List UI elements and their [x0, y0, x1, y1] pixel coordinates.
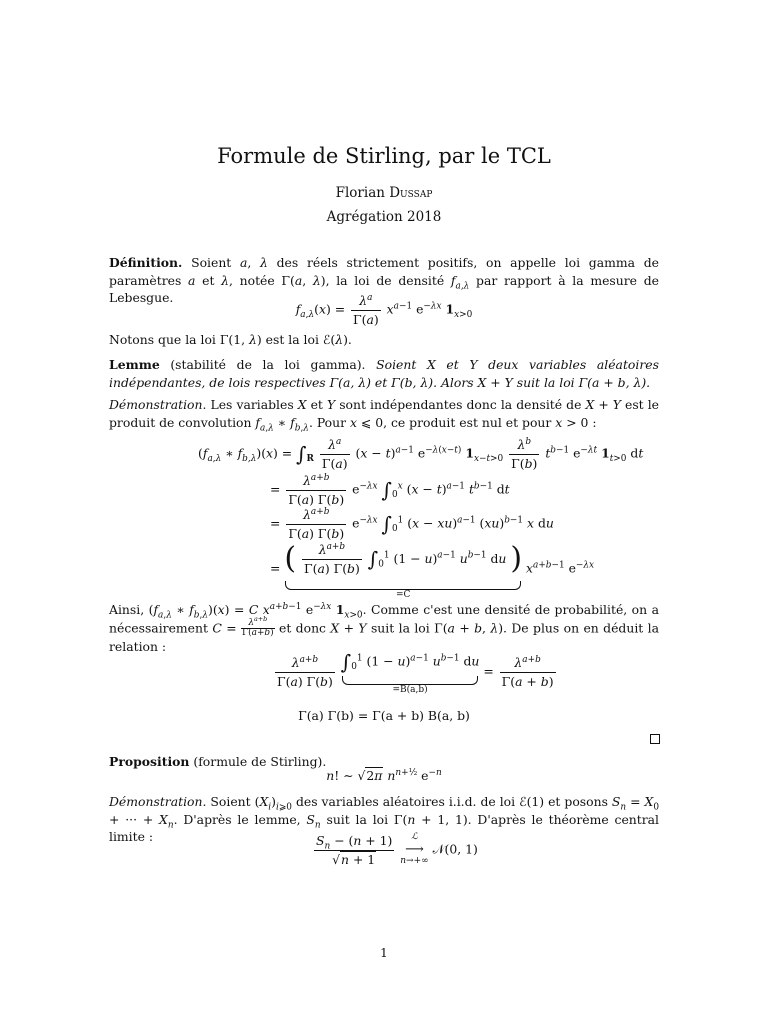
qed-square: [650, 734, 660, 744]
lemma-paragraph: Lemme (stabilité de la loi gamma). Soient X et Y deux variables aléatoires indépendantes, de lois respectives Γ(a, λ) et Γ(b, λ). Alors X + Y suit la loi Γ(a + b, λ).: [109, 357, 659, 390]
constant-c-brace: ( $\frac{\lambda^{a+b}}{\Gamma(a) \Gamma(b)}$ $\int_0^1$ $(1 - u)^{a-1}$ $u^{b-1}$ du ) =C: [284, 541, 523, 600]
underbrace: [285, 581, 521, 590]
definition-paragraph: Définition. Soient a, λ des réels strictement positifs, on appelle loi gamma de paramètres a et λ, notée Γ(a, λ), la loi de densité $f_{a,\lambda}$ par rapport à la mesure de Lebesgue.: [109, 255, 659, 306]
definition-note: Notons que la loi Γ(1, λ) est la loi ℰ(λ).: [109, 332, 352, 347]
gamma-beta-relation: Γ(a) Γ(b) = Γ(a + b) B(a, b): [298, 708, 470, 723]
stirling-formula: n! ∼ √2π $n^{n+\frac{1}{2}}$ $e^{-n}$: [326, 767, 442, 783]
beta-relation-equation: $\frac{\lambda^{a+b}}{\Gamma(a) \Gamma(b)}$ $\int_0^1$ $(1 - u)^{a-1}$ $u^{b-1}$ du =B(a,b) = $\frac{\lambda^{a+b}}{\Gamma(a + b)}$: [277, 650, 554, 696]
clt-equation: $\frac{S_n - (n + 1)}{√n + 1}$ ℒ ⟶ n→+∞ 𝒩(0, 1): [316, 832, 478, 867]
convolution-line-1: ($f_{a,\lambda}$ ∗ $f_{b,\lambda})(x) = \int_R$ $\frac{\lambda^a}{\Gamma(a)}$ $(x - t)^{a-1}$ $e^{-\lambda(x-t)}$ $1_{x-t>0}$ $\frac{\lambda^b}{\Gamma(b)}$ $t^{b-1}$ $e^{-\lambda t}$ $1_{t>0}$ dt: [198, 436, 644, 471]
proof-label: Démonstration.: [109, 397, 207, 412]
proof-stirling-paragraph: Démonstration. Soient $(X_i)_{i⩾0}$ des variables aléatoires i.i.d. de loi ℰ(1) et posons $S_n = X_0$ + ··· + $X_n$. D'après le lemme, $S_n$ suit la loi Γ(n + 1, 1). D'après le théorème central limite :: [109, 794, 660, 845]
page-number: 1: [380, 946, 388, 960]
convergence-arrow: ℒ ⟶ n→+∞: [400, 832, 429, 867]
definition-label: Définition.: [109, 255, 183, 270]
document-title: Formule de Stirling, par le TCL: [217, 144, 551, 168]
proposition-label: Proposition: [109, 754, 190, 769]
convolution-line-4: = ( $\frac{\lambda^{a+b}}{\Gamma(a) \Gamma(b)}$ $\int_0^1$ $(1 - u)^{a-1}$ $u^{b-1}$ du ) =C $x^{a+b-1}$ $e^{-\lambda x}$: [270, 538, 594, 600]
convolution-line-3: = $\frac{\lambda^{a+b}}{\Gamma(a) \Gamma(b)}$ $e^{-\lambda x}$ $\int_0^1$ (x − xu)$^{a-1}$ (xu)$^{b-1}$ x du: [270, 506, 554, 541]
conclusion-paragraph: Ainsi, ($f_{a,\lambda}$ ∗ $f_{b,\lambda})(x) = C$ $x^{a+b-1}$ $e^{-\lambda x}$ $1_{x>0}$. Comme c'est une densité de probabilité, on a nécessairement C = $\frac{\lambda^{a+b}}{\Gamma(a+b)}$ et donc X + Y suit la loi Γ(a + b, λ). De plus on en déduit la relation :: [109, 601, 660, 655]
proposition-paragraph: Proposition (formule de Stirling).: [109, 754, 327, 769]
document-date: Agrégation 2018: [326, 209, 442, 225]
lemma-label: Lemme: [109, 357, 160, 372]
proof-label: Démonstration.: [109, 794, 207, 809]
gamma-density-equation: $f_{a,\lambda}(x)$ = $\frac{\lambda^a}{\Gamma(a)}$ $x^{a-1}$ $e^{-\lambda x}$ $1_{x>0}$: [295, 292, 473, 327]
beta-brace: $\int_0^1$ $(1 - u)^{a-1}$ $u^{b-1}$ du =B(a,b): [340, 650, 480, 696]
document-author: Florian Dussap: [335, 185, 433, 201]
convolution-line-2: = $\frac{\lambda^{a+b}}{\Gamma(a) \Gamma(b)}$ $e^{-\lambda x}$ $\int_0^x$ $(x - t)^{a-1}$ $t^{b-1}$ dt: [270, 472, 510, 507]
proof-lemma-paragraph: Démonstration. Les variables X et Y sont indépendantes donc la densité de X + Y est le produit de convolution $f_{a,\lambda}$ ∗ $f_{b,\lambda}$. Pour x ⩽ 0, ce produit est nul et pour x > 0 :: [109, 397, 660, 434]
